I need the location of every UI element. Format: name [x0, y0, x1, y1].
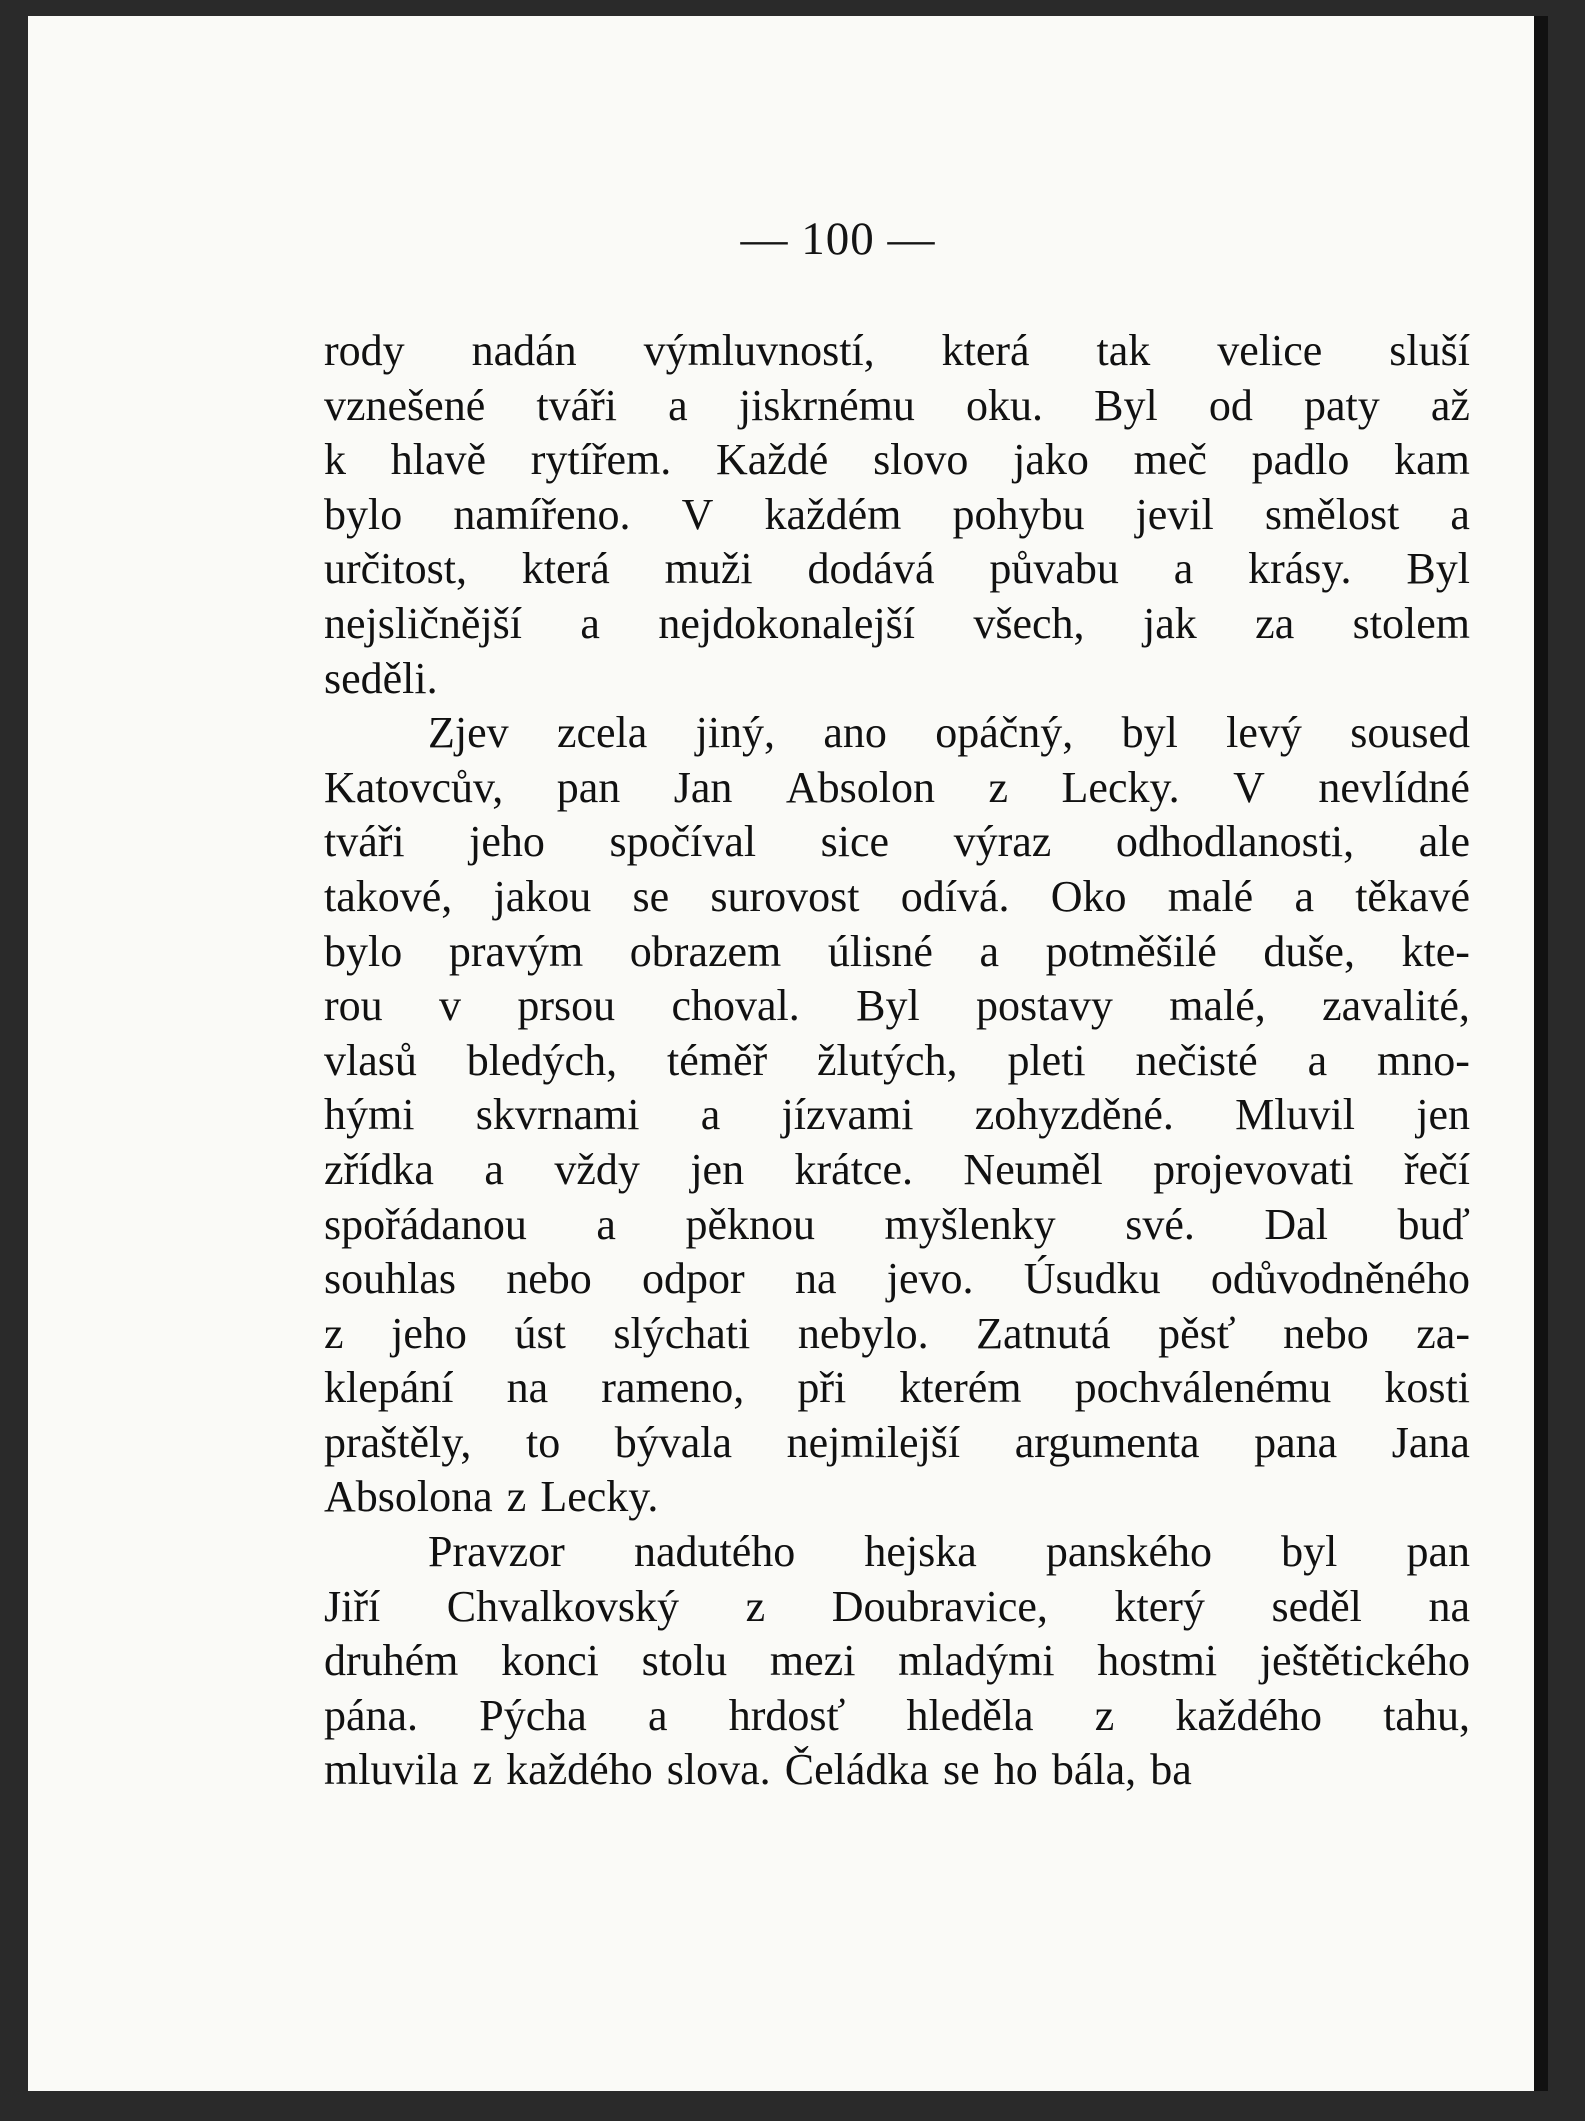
text-line: Absolona z Lecky. [324, 1472, 659, 1522]
text-line: mluvila z každého slova. Čeládka se ho bála, ba [324, 1745, 1192, 1795]
book-page [28, 16, 1548, 2091]
text-line: rou v prsou choval. Byl postavy malé, zavalité, [324, 981, 1470, 1031]
text-line: k hlavě rytířem. Každé slovo jako meč padlo kam [324, 435, 1470, 485]
text-line: Jiří Chvalkovský z Doubravice, který seděl na [324, 1581, 1470, 1631]
text-line: vznešené tváři a jiskrnému oku. Byl od paty až [324, 380, 1470, 430]
text-line: z jeho úst slýchati nebylo. Zatnutá pěsť nebo za- [324, 1308, 1470, 1358]
text-line: zřídka a vždy jen krátce. Neuměl projevovati řečí [324, 1144, 1470, 1194]
text-line: nejsličnější a nejdokonalejší všech, jak za stolem [324, 598, 1470, 648]
paragraph [324, 324, 1470, 706]
text-line: hými skvrnami a jízvami zohyzděné. Mluvil jen [324, 1090, 1470, 1140]
page-number: — 100 — [740, 213, 936, 265]
text-line: spořádanou a pěknou myšlenky své. Dal buď [324, 1199, 1470, 1249]
text-line: praštěly, to bývala nejmilejší argumenta pana Jana [324, 1417, 1470, 1467]
text-line: určitost, která muži dodává půvabu a krásy. Byl [324, 544, 1470, 594]
text-line: Katovcův, pan Jan Absolon z Lecky. V nevlídné [324, 762, 1470, 812]
text-line: seděli. [324, 653, 438, 703]
text-line: bylo namířeno. V každém pohybu jevil smělost a [324, 489, 1470, 539]
paragraph [324, 1525, 1470, 1798]
text-line: Zjev zcela jiný, ano opáčný, byl levý soused [428, 708, 1470, 758]
text-line: takové, jakou se surovost odívá. Oko malé a těkavé [324, 871, 1470, 921]
text-line: souhlas nebo odpor na jevo. Úsudku odůvodněného [324, 1254, 1470, 1304]
text-line: rody nadán výmluvností, která tak velice sluší [324, 326, 1470, 375]
text-line: vlasů bledých, téměř žlutých, pleti nečisté a mno- [324, 1035, 1470, 1085]
text-line: klepání na rameno, při kterém pochválenému kosti [324, 1363, 1470, 1413]
text-line: bylo pravým obrazem úlisné a potměšilé duše, kte- [324, 926, 1470, 976]
paragraph [324, 706, 1470, 1525]
text-line: druhém konci stolu mezi mladými hostmi ještětického [324, 1636, 1470, 1686]
body-text [324, 324, 1470, 1798]
text-line: Pravzor nadutého hejska panského byl pan [428, 1527, 1470, 1577]
text-line: pána. Pýcha a hrdosť hleděla z každého tahu, [324, 1690, 1470, 1740]
text-line: tváři jeho spočíval sice výraz odhodlanosti, ale [324, 817, 1470, 867]
